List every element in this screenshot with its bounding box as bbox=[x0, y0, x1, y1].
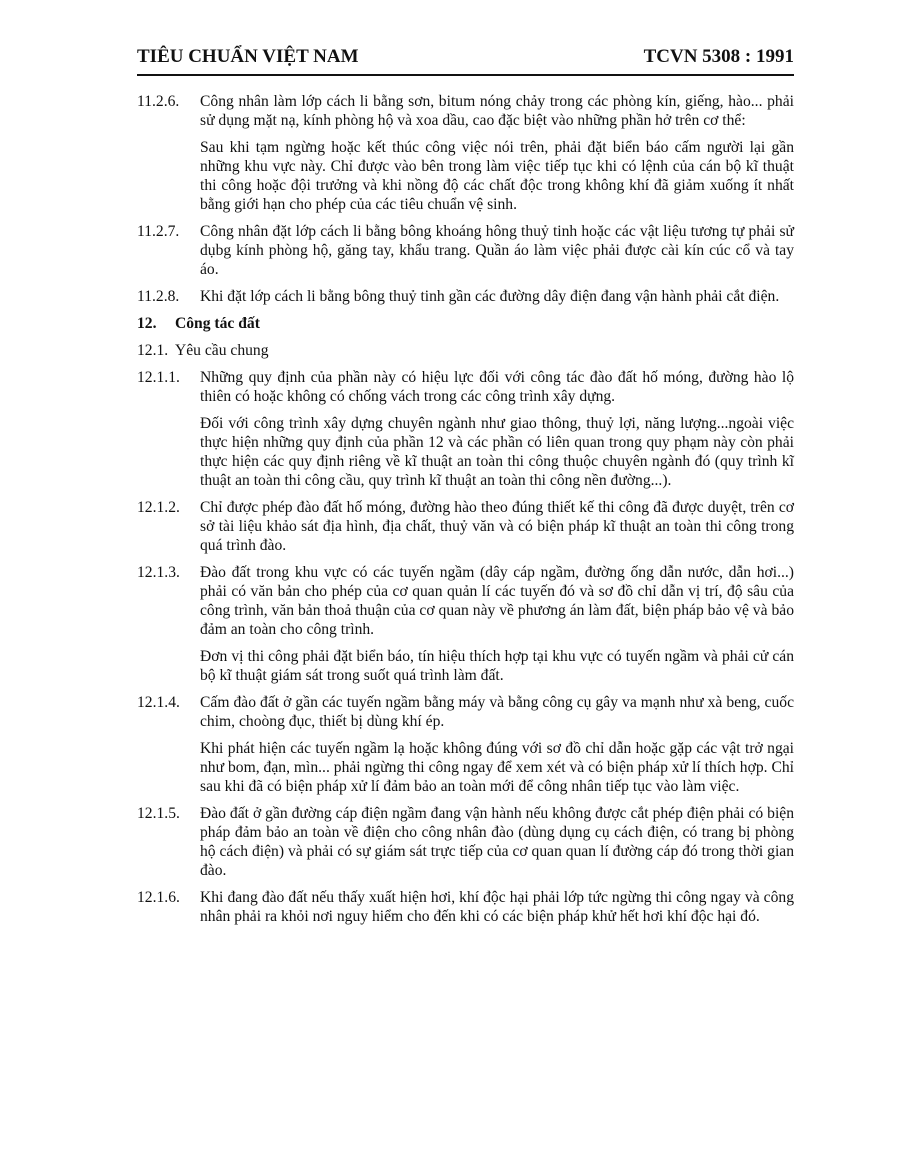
paragraph: Khi đặt lớp cách li bằng bông thuỷ tinh gần các đường dây điện đang vận hành phải cắt điện. bbox=[200, 288, 780, 305]
paragraph: Đào đất trong khu vực có các tuyến ngầm (dây cáp ngầm, đường ống dẫn nước, dẫn hơi...) phải có văn bản cho phép của cơ quan quản lí các tuyến đó và sơ đồ chỉ dẫn vị trí, độ sâu của công trình, văn bản thoả thuận của cơ quan này về phương án làm đất, biện pháp bảo vệ và bảo đảm an toàn cho công trình. bbox=[200, 564, 794, 638]
paragraph: Chỉ được phép đào đất hố móng, đường hào theo đúng thiết kế thi công đã được duyệt, trên cơ sở tài liệu khảo sát địa hình, địa chất, thuỷ văn và có biện pháp kĩ thuật an toàn thi công trong quá trình đào. bbox=[200, 499, 794, 554]
subsection-title: Yêu cầu chung bbox=[175, 342, 269, 359]
paragraph: Công nhân làm lớp cách li bằng sơn, bitum nóng chảy trong các phòng kín, giếng, hào... phải sử dụng mặt nạ, kính phòng hộ và xoa dầu, cao đặc biệt vào những phần hở trên cơ thể: bbox=[200, 93, 794, 129]
clause-12-1-4 bbox=[137, 693, 794, 796]
clause-text bbox=[200, 498, 794, 555]
clause-number: 11.2.7. bbox=[137, 223, 180, 240]
paragraph: Đào đất ở gần đường cáp điện ngầm đang vận hành nếu không được cắt phép điện phải có biện pháp đảm bảo an toàn về điện cho công nhân đào (dùng dụng cụ cách điện, có trang bị phòng hộ cách điện) và phải có sự giám sát trực tiếp của cơ quan quan lí đường cáp đó trong thời gian đào. bbox=[200, 805, 794, 879]
clause-text bbox=[200, 92, 794, 214]
paragraph: Cấm đào đất ở gần các tuyến ngầm bằng máy và bằng công cụ gây va mạnh như xà beng, cuốc chim, choòng đục, thiết bị dùng khí ép. bbox=[200, 694, 794, 730]
paragraph: Khi đang đào đất nếu thấy xuất hiện hơi, khí độc hại phải lớp tức ngừng thi công ngay và công nhân phải ra khỏi nơi nguy hiểm cho đến khi có các biện pháp khử hết hơi khí độc hại đó. bbox=[200, 889, 794, 925]
paragraph: Đơn vị thi công phải đặt biển báo, tín hiệu thích hợp tại khu vực có tuyến ngầm và phải cử cán bộ kĩ thuật giám sát trong suốt quá trình làm đất. bbox=[200, 648, 794, 684]
subsection-number: 12.1. bbox=[137, 342, 169, 359]
clause-number: 12.1.5. bbox=[137, 805, 180, 822]
paragraph: Đối với công trình xây dựng chuyên ngành như giao thông, thuỷ lợi, năng lượng...ngoài việc thực hiện những quy định của phần 12 và các phần có liên quan trong quy phạm này còn phải thực hiện các quy định riêng về kĩ thuật an toàn thi công thuộc chuyên ngành đó (quy trình kĩ thuật an toàn thi công cầu, quy trình kĩ thuật an toàn thi công nền đường...). bbox=[200, 415, 794, 489]
clause-number: 12.1.3. bbox=[137, 564, 180, 581]
section-title: Công tác đất bbox=[175, 315, 260, 332]
paragraph: Khi phát hiện các tuyến ngầm lạ hoặc không đúng với sơ đồ chỉ dẫn hoặc gặp các vật trở ngại như bom, đạn, mìn... phải ngừng thi công ngay để xem xét và có biện pháp xử lí thích hợp. Chỉ sau khi đã có biện pháp xử lí đảm bảo an toàn mới để công nhân tiếp tục vào làm việc. bbox=[200, 740, 794, 795]
clause-text bbox=[200, 888, 794, 926]
clause-number: 12.1.2. bbox=[137, 499, 180, 516]
clause-number: 12.1.6. bbox=[137, 889, 180, 906]
clause-text bbox=[200, 693, 794, 796]
clause-11-2-6 bbox=[137, 92, 794, 214]
clause-12-1-6 bbox=[137, 888, 794, 926]
clause-11-2-8 bbox=[137, 287, 794, 306]
header-title: TIÊU CHUẨN VIỆT NAM bbox=[137, 46, 359, 67]
paragraph: Những quy định của phần này có hiệu lực đối với công tác đào đất hố móng, đường hào lộ thiên có hoặc không có chống vách trong các công trình xây dựng. bbox=[200, 369, 794, 405]
clause-text bbox=[200, 287, 794, 306]
paragraph: Công nhân đặt lớp cách li bằng bông khoáng hông thuỷ tinh hoặc các vật liệu tương tự phải sử dụbg kính phòng hộ, găng tay, khẩu trang. Quần áo làm việc phải được cài kín cúc cổ và tay áo. bbox=[200, 223, 794, 278]
clause-12-1-3 bbox=[137, 563, 794, 685]
section-number: 12. bbox=[137, 315, 157, 332]
subsection-heading-12-1 bbox=[137, 341, 794, 360]
page-header bbox=[137, 46, 794, 68]
clause-text bbox=[200, 222, 794, 279]
clause-number: 12.1.4. bbox=[137, 694, 180, 711]
document-body bbox=[137, 92, 794, 934]
paragraph: Sau khi tạm ngừng hoặc kết thúc công việc nói trên, phải đặt biển báo cấm người lại gần những khu vực này. Chỉ được vào bên trong làm việc tiếp tục khi có lệnh của cán bộ kĩ thuật thi công hoặc đội trưởng và khi nồng độ các chất độc trong không khí đã giảm xuống ít nhất bằng giới hạn cho phép của các tiêu chuẩn vệ sinh. bbox=[200, 139, 794, 213]
section-heading-12 bbox=[137, 314, 794, 333]
clause-text bbox=[200, 804, 794, 880]
clause-number: 11.2.8. bbox=[137, 288, 180, 305]
clause-text bbox=[200, 563, 794, 685]
clause-number: 12.1.1. bbox=[137, 369, 180, 386]
clause-number: 11.2.6. bbox=[137, 93, 180, 110]
header-standard-code: TCVN 5308 : 1991 bbox=[643, 46, 794, 67]
clause-12-1-2 bbox=[137, 498, 794, 555]
clause-11-2-7 bbox=[137, 222, 794, 279]
clause-12-1-1 bbox=[137, 368, 794, 490]
header-rule bbox=[137, 74, 794, 76]
clause-12-1-5 bbox=[137, 804, 794, 880]
clause-text bbox=[200, 368, 794, 490]
